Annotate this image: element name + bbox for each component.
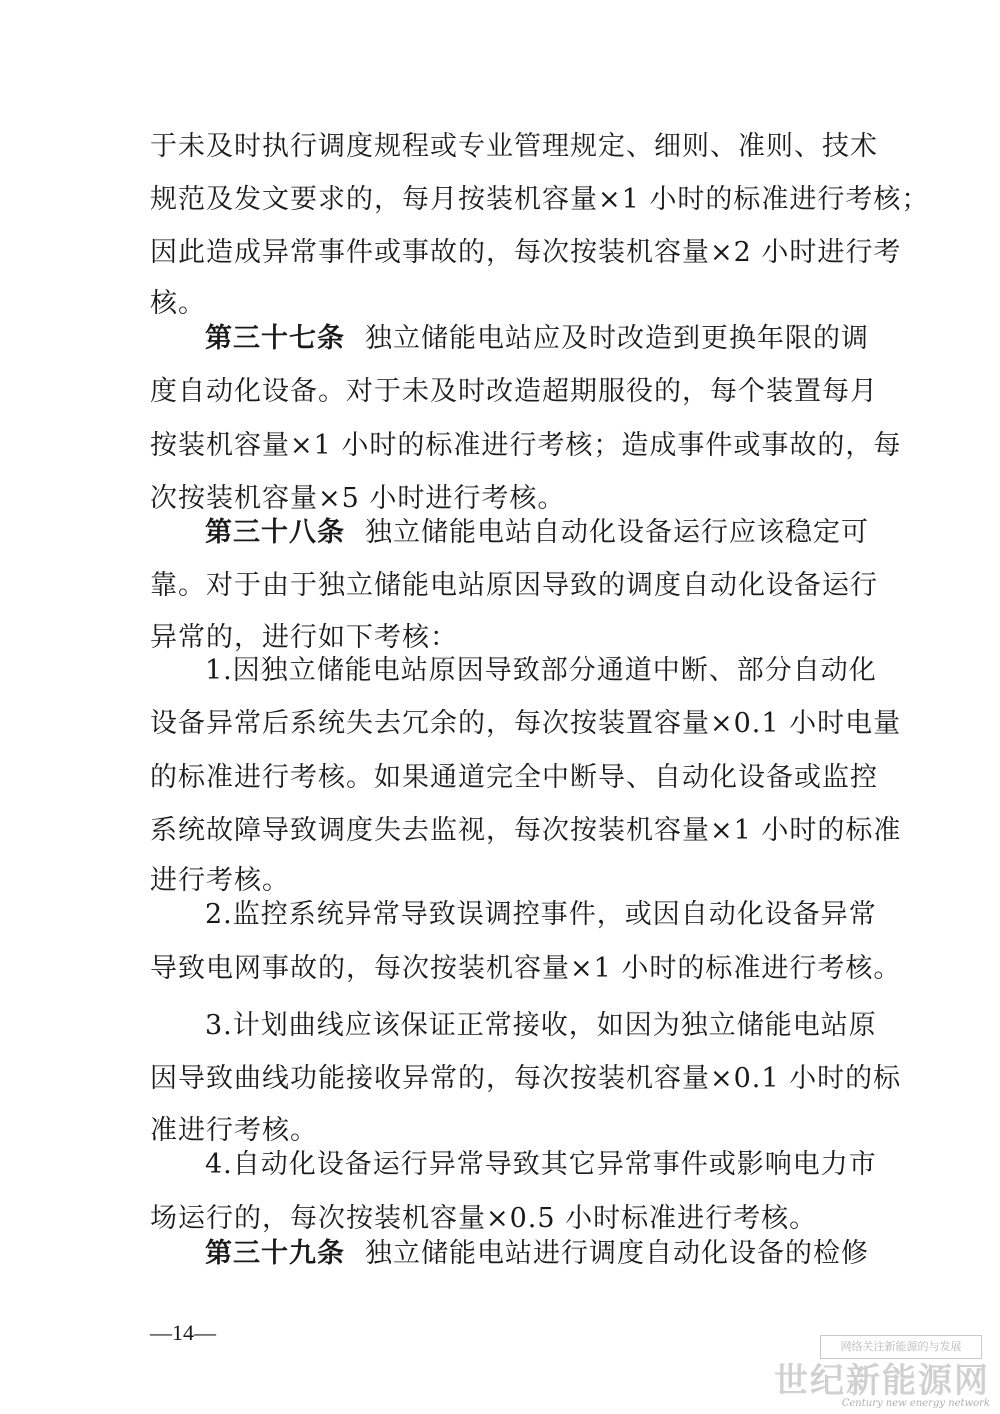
watermark-logo: 世纪新能源网 [774,1361,990,1401]
paragraph-line: 场运行的，每次按装机容量×0.5 小时标准进行考核。 [150,1203,818,1234]
paragraph-line: 导致电网事故的，每次按装机容量×1 小时的标准进行考核。 [150,953,902,984]
page-number: —14— [150,1320,216,1345]
paragraph-line: 独立储能电站应及时改造到更换年限的调 [365,323,869,354]
list-item-3: 3.计划曲线应该保证正常接收，如因为独立储能电站原 [205,1010,877,1041]
paragraph-line: 准进行考核。 [150,1115,318,1146]
list-item-2: 2.监控系统异常导致误调控事件，或因自动化设备异常 [205,899,877,930]
list-item-1: 1.因独立储能电站原因导致部分通道中断、部分自动化 [205,655,877,686]
article-heading-37 [205,320,345,358]
paragraph-line: 设备异常后系统失去冗余的，每次按装置容量×0.1 小时电量 [150,708,902,739]
article-number: 第三十七条 [205,323,345,354]
article-number: 第三十九条 [205,1238,345,1269]
article-heading-39 [205,1235,345,1273]
paragraph-line: 独立储能电站进行调度自动化设备的检修 [365,1238,869,1269]
paragraph-line: 规范及发文要求的，每月按装机容量×1 小时的标准进行考核； [150,184,930,215]
watermark-slogan: 网络关注新能源的与发展 [820,1335,982,1359]
paragraph-line: 进行考核。 [150,865,290,896]
paragraph-line: 度自动化设备。对于未及时改造超期服役的，每个装置每月 [150,376,878,407]
paragraph-line: 次按装机容量×5 小时进行考核。 [150,483,566,514]
article-heading-38 [205,514,345,552]
paragraph-line: 因导致曲线功能接收异常的，每次按装机容量×0.1 小时的标 [150,1063,902,1094]
paragraph-line: 按装机容量×1 小时的标准进行考核；造成事件或事故的，每 [150,430,902,461]
paragraph-line: 异常的，进行如下考核： [150,622,458,653]
list-item-4: 4.自动化设备运行异常导致其它异常事件或影响电力市 [205,1149,877,1180]
paragraph-line: 核。 [150,288,206,319]
paragraph-line: 靠。对于由于独立储能电站原因导致的调度自动化设备运行 [150,570,878,601]
watermark-english: Century new energy network [841,1398,990,1409]
paragraph-line: 独立储能电站自动化设备运行应该稳定可 [365,517,869,548]
paragraph-line: 系统故障导致调度失去监视，每次按装机容量×1 小时的标准 [150,815,902,846]
paragraph-line: 因此造成异常事件或事故的，每次按装机容量×2 小时进行考 [150,237,902,268]
paragraph-line: 的标准进行考核。如果通道完全中断导、自动化设备或监控 [150,762,878,793]
paragraph-line: 于未及时执行调度规程或专业管理规定、细则、准则、技术 [150,131,878,162]
article-number: 第三十八条 [205,517,345,548]
